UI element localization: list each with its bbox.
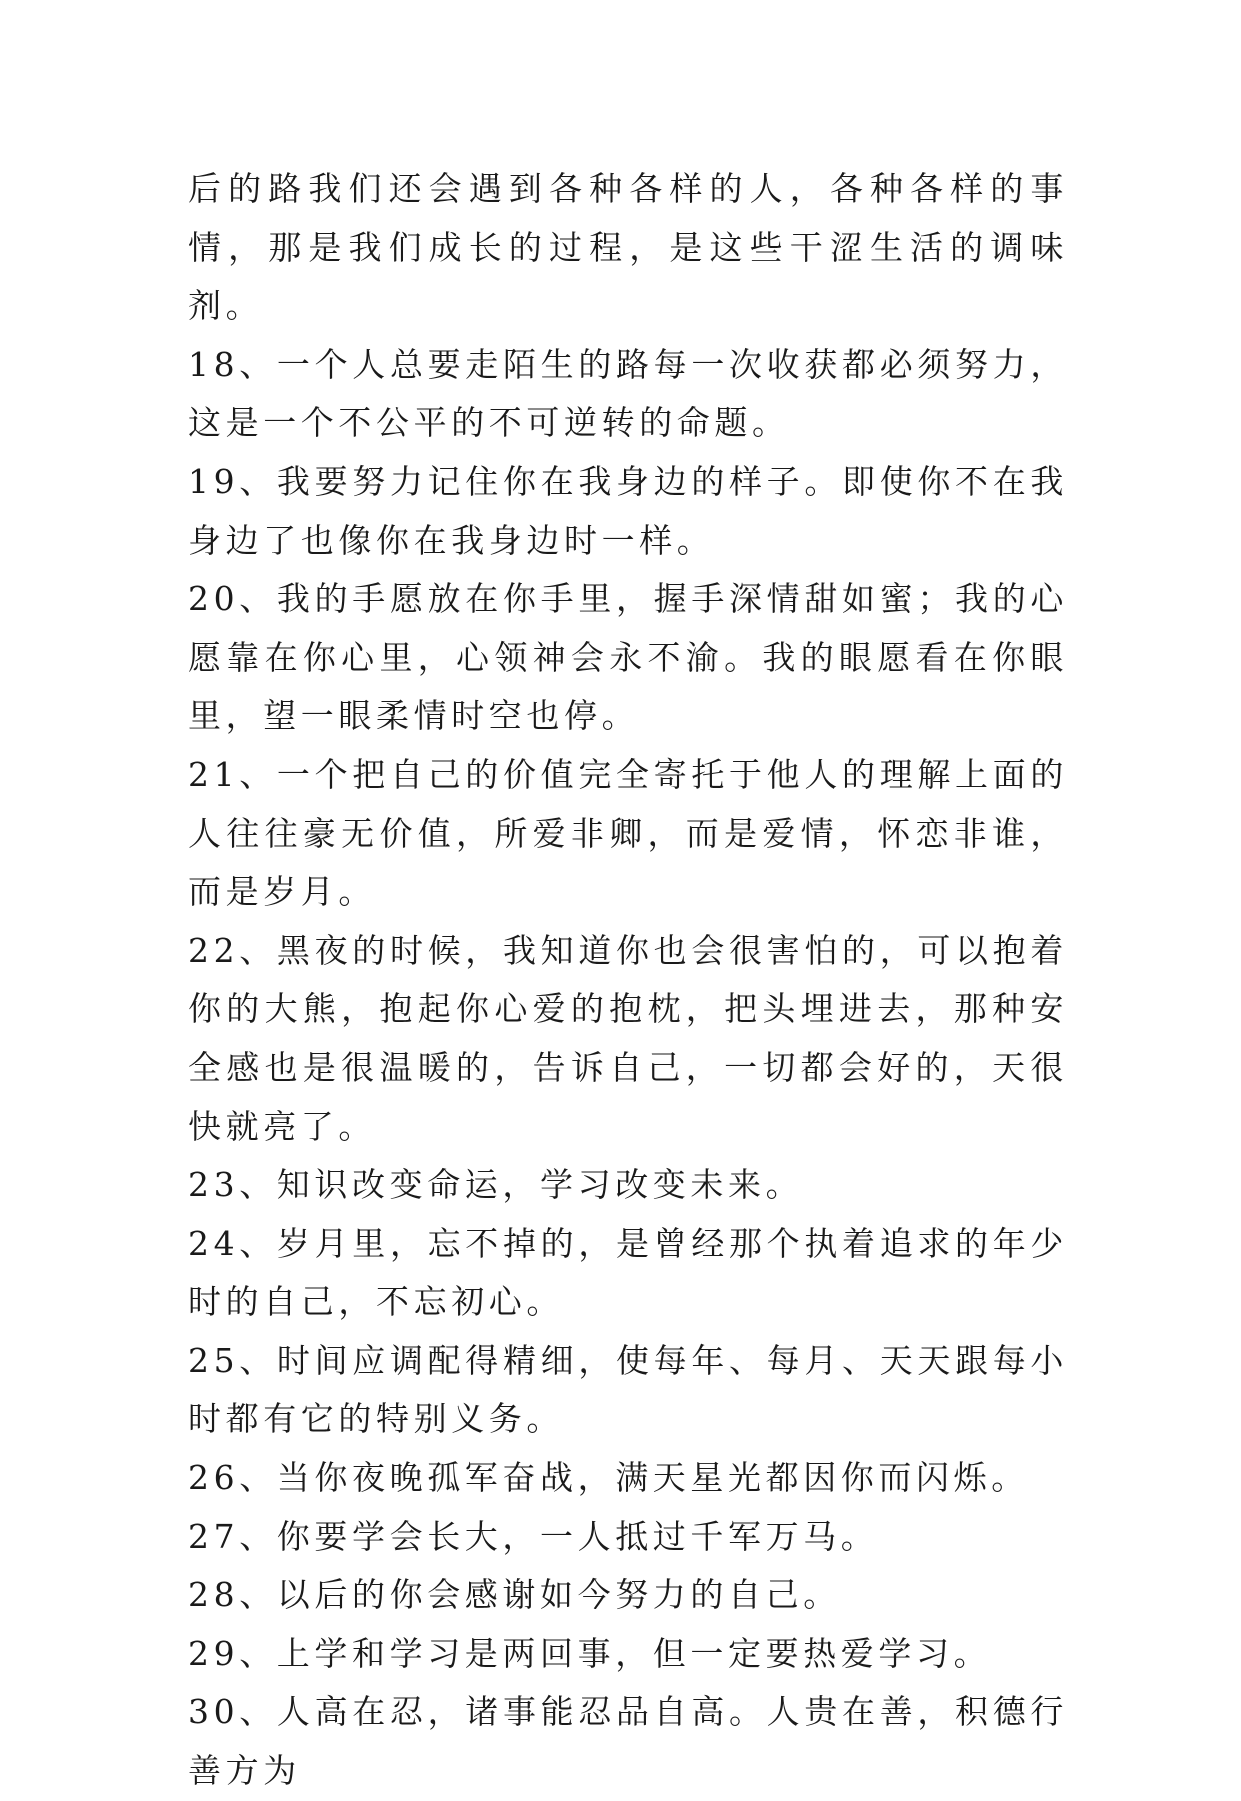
document-body (188, 160, 1068, 1801)
paragraph: 18、一个人总要走陌生的路每一次收获都必须努力，这是一个不公平的不可逆转的命题。 (188, 344, 1068, 443)
paragraph: 30、人高在忍，诸事能忍品自高。人贵在善，积德行善方为 (188, 1692, 1068, 1791)
paragraph: 22、黑夜的时候，我知道你也会很害怕的，可以抱着你的大熊，抱起你心爱的抱枕，把头埋进去，那种安全感也是很温暖的，告诉自己，一切都会好的，天很快就亮了。 (188, 930, 1068, 1146)
paragraph: 29、上学和学习是两回事，但一定要热爱学习。 (188, 1633, 992, 1673)
paragraph: 后的路我们还会遇到各种各样的人，各种各样的事情，那是我们成长的过程，是这些干涩生活的调味剂。 (188, 169, 1068, 326)
paragraph: 19、我要努力记住你在我身边的样子。即使你不在我身边了也像你在我身边时一样。 (188, 461, 1068, 560)
paragraph: 28、以后的你会感谢如今努力的自己。 (188, 1575, 841, 1615)
paragraph: 23、知识改变命运，学习改变未来。 (188, 1165, 804, 1205)
paragraph: 24、岁月里，忘不掉的，是曾经那个执着追求的年少时的自己，不忘初心。 (188, 1223, 1068, 1322)
paragraph: 21、一个把自己的价值完全寄托于他人的理解上面的人往往豪无价值，所爱非卿，而是爱情，怀恋非谁，而是岁月。 (188, 754, 1068, 912)
paragraph: 26、当你夜晚孤军奋战，满天星光都因你而闪烁。 (188, 1458, 1029, 1498)
paragraph: 27、你要学会长大，一人抵过千军万马。 (188, 1516, 879, 1556)
paragraph: 25、时间应调配得精细，使每年、每月、天天跟每小时都有它的特别义务。 (188, 1340, 1068, 1439)
paragraph: 20、我的手愿放在你手里，握手深情甜如蜜；我的心愿靠在你心里，心领神会永不渝。我的眼愿看在你眼里，望一眼柔情时空也停。 (188, 579, 1068, 736)
